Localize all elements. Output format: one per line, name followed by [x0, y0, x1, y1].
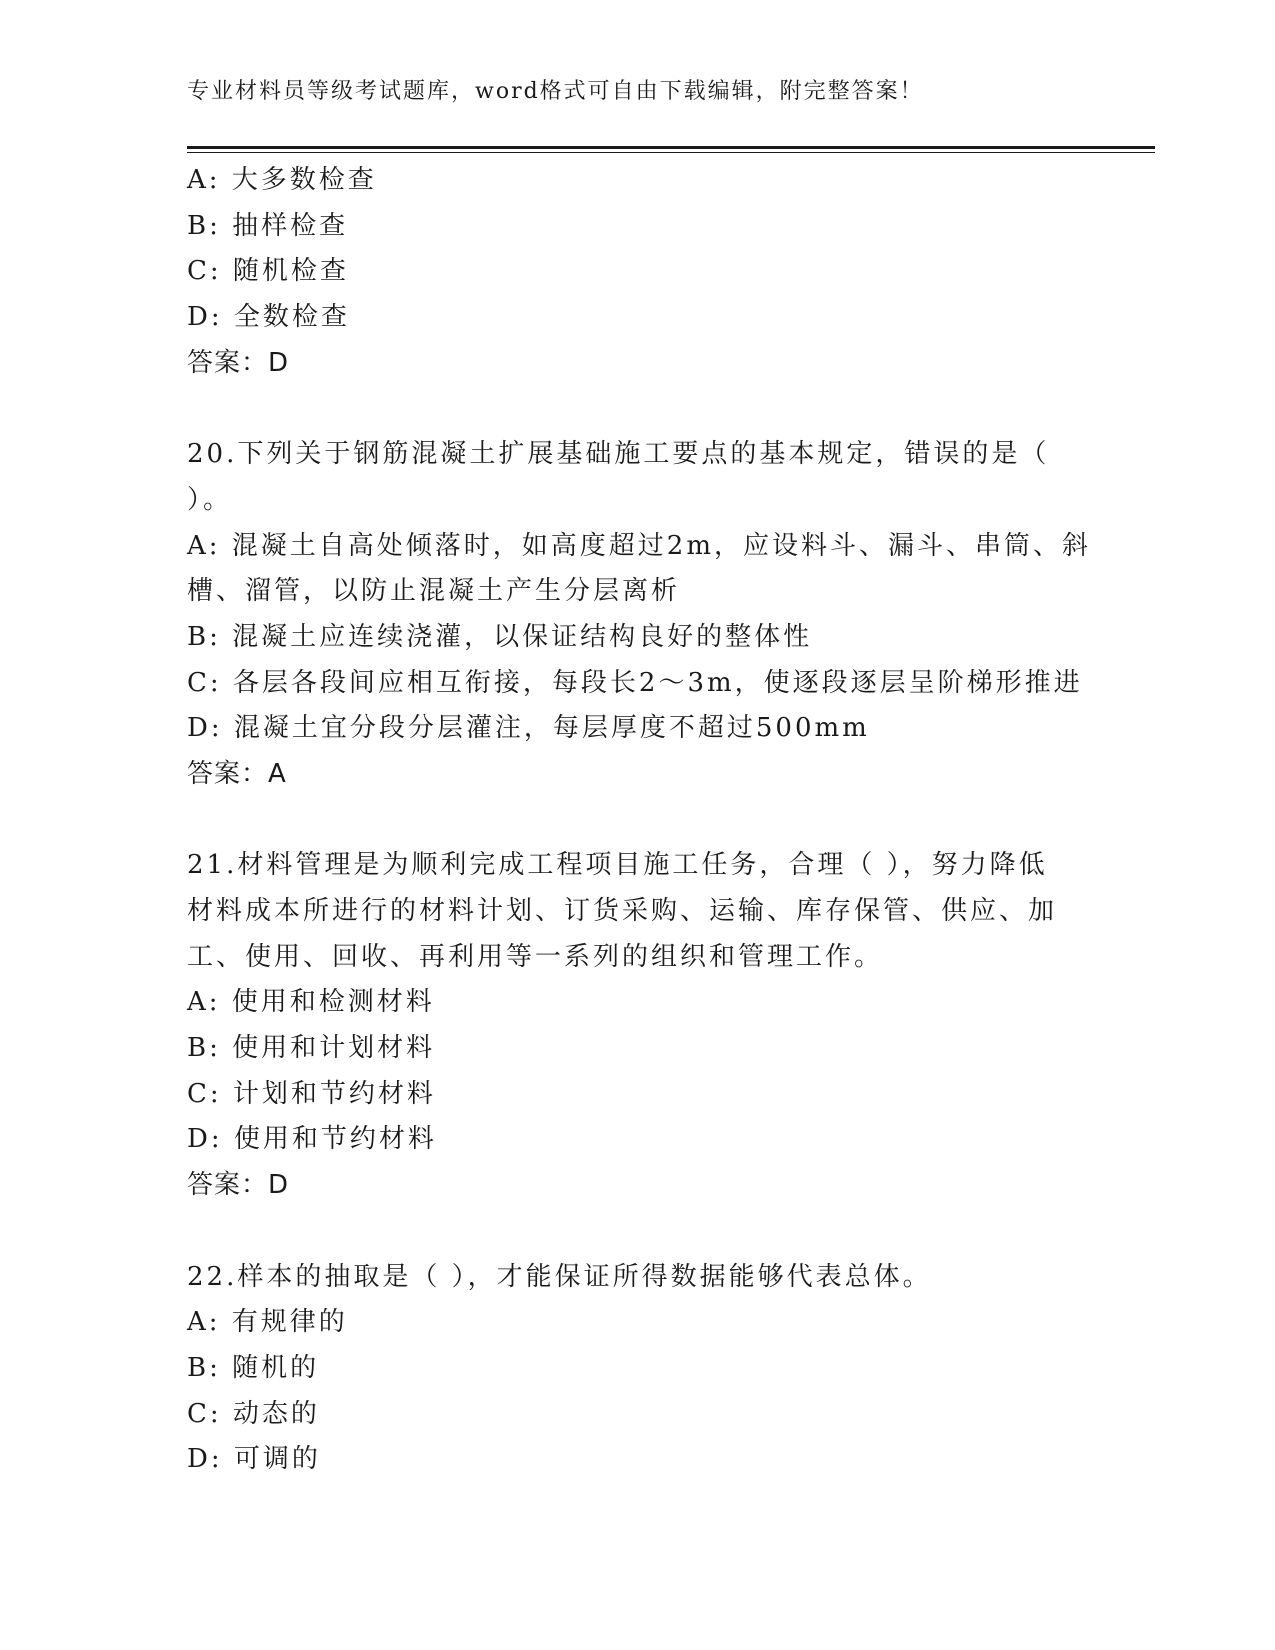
option-d: D: 可调的	[187, 1444, 321, 1475]
answer-line: 答案：A	[187, 758, 287, 789]
option-b: B: 抽样检查	[187, 210, 349, 241]
option-a: A: 大多数检查	[187, 165, 377, 195]
option-b: B: 混凝土应连续浇灌，以保证结构良好的整体性	[187, 621, 813, 652]
option-c: C: 各层各段间应相互衔接，每段长2～3m，使逐段逐层呈阶梯形推进	[187, 667, 1083, 698]
answer-line: 答案：D	[187, 1170, 290, 1201]
option-c: C: 计划和节约材料	[187, 1078, 436, 1109]
option-b: B: 使用和计划材料	[187, 1033, 436, 1064]
question-stem-line: ）。	[187, 484, 233, 515]
option-c: C: 动态的	[187, 1398, 320, 1429]
option-a: A: 使用和检测材料	[187, 987, 435, 1018]
question-21	[187, 843, 1087, 1209]
header-rule-thick	[187, 146, 1155, 149]
option-b: B: 随机的	[187, 1352, 320, 1383]
question-stem-line: 22.样本的抽取是（ ），才能保证所得数据能够代表总体。	[187, 1261, 932, 1292]
option-d: D: 全数检查	[187, 302, 350, 333]
option-c: C: 随机检查	[187, 256, 349, 287]
document-body	[187, 158, 1091, 1483]
question-stem-line: 21.材料管理是为顺利完成工程项目施工任务，合理（ ），努力降低	[187, 850, 1048, 881]
question-stem-line: 工、使用、回收、再利用等一系列的组织和管理工作。	[187, 941, 884, 972]
question-22	[187, 1255, 1087, 1483]
spacer	[187, 386, 1087, 432]
option-a-continued: 槽、溜管，以防止混凝土产生分层离析	[187, 576, 681, 607]
prev-question	[187, 158, 1087, 386]
question-20	[187, 432, 1091, 798]
spacer	[187, 798, 1087, 844]
answer-line: 答案：D	[187, 347, 290, 378]
spacer	[187, 1209, 1087, 1255]
option-d: D: 使用和节约材料	[187, 1124, 437, 1155]
page-header: 专业材料员等级考试题库，word格式可自由下载编辑，附完整答案！	[187, 79, 924, 104]
question-stem-line: 材料成本所进行的材料计划、订货采购、运输、库存保管、供应、加	[187, 896, 1058, 926]
question-stem-line: 20.下列关于钢筋混凝土扩展基础施工要点的基本规定，错误的是（	[187, 439, 1050, 470]
header-rule-thin	[187, 152, 1155, 153]
option-a: A: 混凝土自高处倾落时，如高度超过2m，应设料斗、漏斗、串筒、斜	[187, 530, 1091, 561]
option-a: A: 有规律的	[187, 1307, 348, 1338]
option-d: D: 混凝土宜分段分层灌注，每层厚度不超过500mm	[187, 713, 870, 744]
